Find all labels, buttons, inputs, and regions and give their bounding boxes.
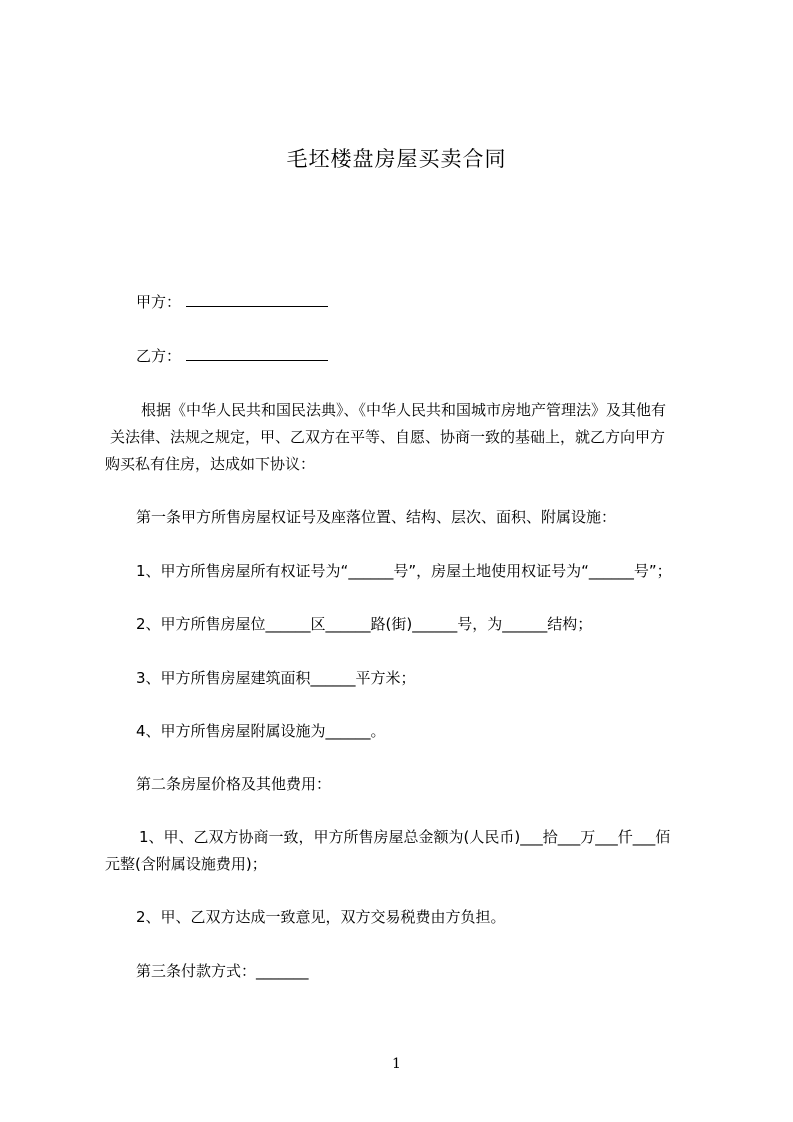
- article-1-item-3: 3、甲方所售房屋建筑面积______平方米；: [136, 669, 416, 687]
- article-3-heading: 第三条付款方式：_______: [136, 962, 309, 980]
- party-a-blank: [186, 306, 328, 307]
- article-2-item-2: 2、甲、乙双方达成一致意见，双方交易税费由方负担。: [136, 908, 506, 926]
- article-1-heading: 第一条甲方所售房屋权证号及座落位置、结构、层次、面积、附属设施：: [136, 508, 617, 526]
- article-1-item-1: 1、甲方所售房屋所有权证号为“______号”，房屋土地使用权证号为“______号”；: [136, 562, 672, 580]
- page-number: 1: [392, 1056, 401, 1072]
- party-b-blank: [186, 360, 328, 361]
- preamble-line-1: 根据《中华人民共和国民法典》、《中华人民共和国城市房地产管理法》及其他有: [141, 401, 667, 419]
- party-b-label: 乙方：: [136, 347, 182, 365]
- party-a-label: 甲方：: [136, 293, 182, 311]
- article-2-item-1-line-2: 元整(含附属设施费用)；: [105, 855, 267, 873]
- article-2-heading: 第二条房屋价格及其他费用：: [136, 775, 332, 793]
- document-title: 毛坯楼盘房屋买卖合同: [286, 147, 507, 171]
- article-1-item-2: 2、甲方所售房屋位______区______路(街)______号，为______结构；: [136, 615, 593, 633]
- preamble-line-3: 购买私有住房，达成如下协议：: [105, 455, 316, 473]
- preamble-line-2: 关法律、法规之规定，甲、乙双方在平等、自愿、协商一致的基础上，就乙方向甲方: [110, 428, 666, 446]
- article-2-item-1-line-1: 1、甲、乙双方协商一致，甲方所售房屋总金额为(人民币)___拾___万___仟___佰: [139, 828, 671, 846]
- article-1-item-4: 4、甲方所售房屋附属设施为______。: [136, 722, 386, 740]
